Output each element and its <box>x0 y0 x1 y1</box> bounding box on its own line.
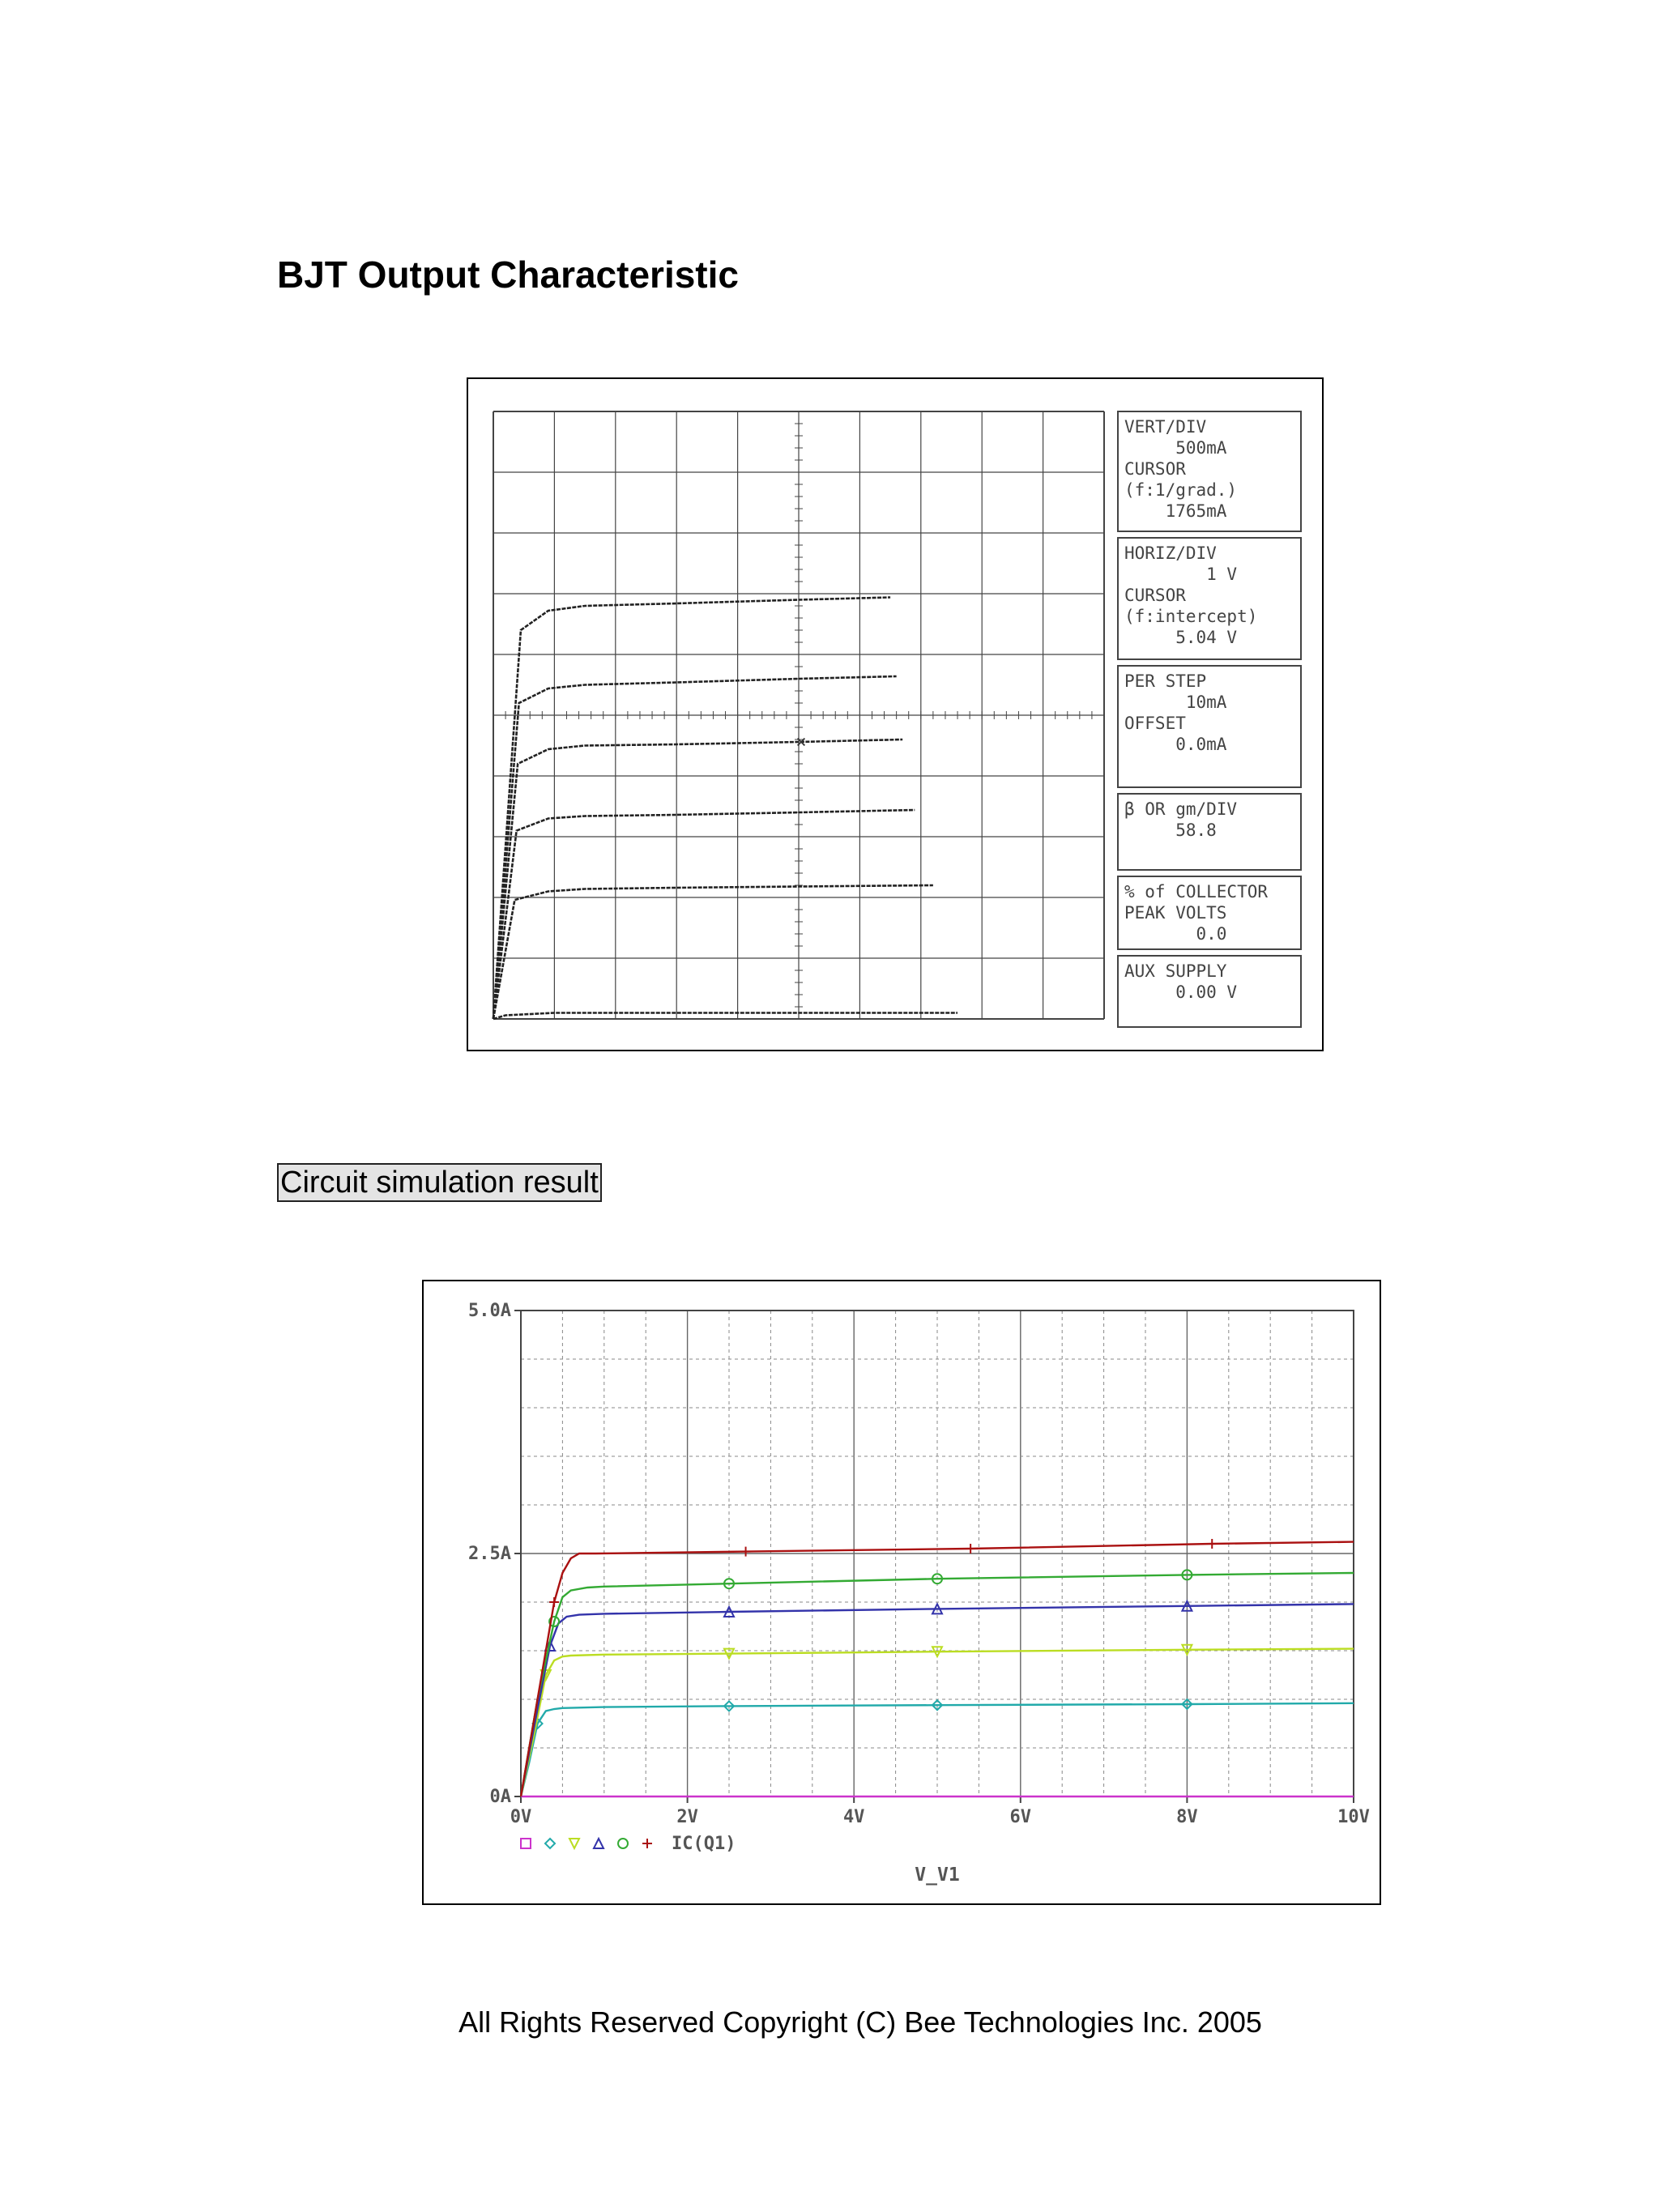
scope-grid <box>493 411 1104 1019</box>
sim-y-tick-label: 0A <box>489 1787 511 1807</box>
sim-y-tick-label: 5.0A <box>468 1301 511 1321</box>
scope-cursor-marker: × <box>795 732 807 752</box>
readout-panel-5 <box>1118 956 1301 1027</box>
curve-tracer-plot <box>468 379 1322 1050</box>
series-marker <box>549 1597 559 1607</box>
curve-tracer-screen <box>467 377 1324 1051</box>
readout-line: 10mA <box>1124 693 1227 712</box>
simulation-chart <box>422 1280 1381 1905</box>
readout-panel-3 <box>1118 794 1301 870</box>
readout-line: AUX SUPPLY <box>1124 961 1227 981</box>
sim-y-tick-label: 2.5A <box>468 1544 511 1564</box>
sim-x-tick-label: 10V <box>1337 1807 1370 1827</box>
readout-line: (f:1/grad.) <box>1124 480 1238 500</box>
readout-line: PEAK VOLTS <box>1124 903 1227 923</box>
sim-series-line <box>521 1703 1354 1796</box>
sim-legend <box>521 1834 736 1854</box>
series-marker <box>594 1839 603 1848</box>
readout-line: 0.0 <box>1124 924 1227 944</box>
readout-line: PER STEP <box>1124 671 1207 691</box>
series-marker <box>521 1839 531 1848</box>
readout-panel-2 <box>1118 666 1301 787</box>
sim-x-tick-label: 8V <box>1176 1807 1198 1827</box>
scope-trace-0 <box>493 598 890 1020</box>
readout-line: (f:intercept) <box>1124 607 1258 626</box>
readout-panel-1 <box>1118 538 1301 659</box>
simulation-plot <box>424 1281 1380 1903</box>
readout-panel-4 <box>1118 876 1301 949</box>
readout-line: 0.0mA <box>1124 735 1227 754</box>
sim-x-tick-label: 6V <box>1009 1807 1032 1827</box>
readout-line: 58.8 <box>1124 820 1217 840</box>
readout-line: CURSOR <box>1124 459 1186 479</box>
readout-line: 1 V <box>1124 565 1238 584</box>
section-label: Circuit simulation result <box>277 1163 602 1202</box>
series-marker <box>569 1839 579 1848</box>
series-marker <box>545 1839 555 1848</box>
page-title: BJT Output Characteristic <box>277 254 739 296</box>
readout-line: β OR gm/DIV <box>1124 799 1238 819</box>
series-marker <box>642 1839 652 1848</box>
readout-line: % of COLLECTOR <box>1124 882 1269 901</box>
readout-line: VERT/DIV <box>1124 417 1207 437</box>
series-marker <box>1207 1539 1217 1549</box>
series-marker <box>741 1547 751 1557</box>
sim-x-tick-label: 0V <box>510 1807 532 1827</box>
readout-panel-0 <box>1118 411 1301 531</box>
scope-trace-4 <box>493 885 933 1019</box>
scope-trace-5 <box>493 1013 957 1020</box>
sim-legend-label: IC(Q1) <box>672 1834 736 1854</box>
copyright-footer: All Rights Reserved Copyright (C) Bee Technologies Inc. 2005 <box>458 2005 1262 2039</box>
readout-line: 0.00 V <box>1124 982 1238 1002</box>
readout-line: 500mA <box>1124 438 1227 458</box>
readout-line: HORIZ/DIV <box>1124 543 1217 563</box>
readout-line: CURSOR <box>1124 586 1186 605</box>
scope-trace-3 <box>493 810 915 1019</box>
readout-line: 5.04 V <box>1124 628 1238 647</box>
sim-x-tick-label: 2V <box>676 1807 698 1827</box>
series-marker <box>618 1839 628 1848</box>
scope-trace-1 <box>493 676 897 1019</box>
readout-line: OFFSET <box>1124 714 1186 733</box>
sim-x-tick-label: 4V <box>842 1807 865 1827</box>
sim-x-axis-title: V_V1 <box>915 1865 960 1886</box>
readout-line: 1765mA <box>1124 501 1227 521</box>
series-marker <box>966 1544 975 1554</box>
sim-series-line <box>521 1649 1354 1796</box>
